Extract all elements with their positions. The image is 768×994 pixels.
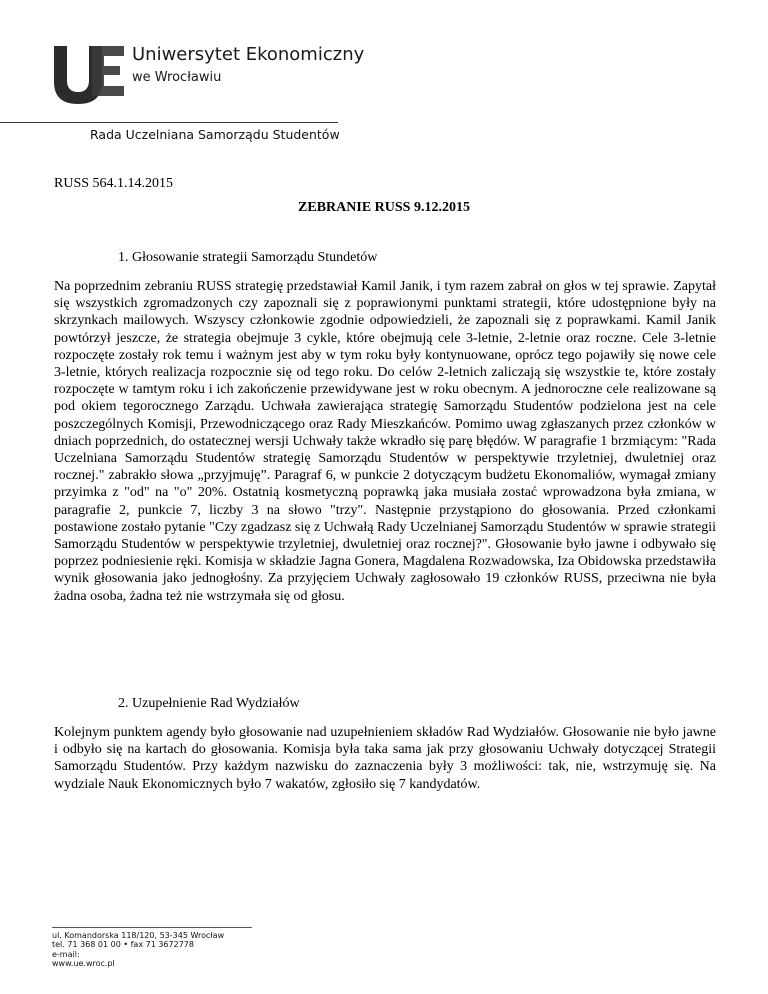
footer-website[interactable]: www.ue.wroc.pl — [52, 959, 115, 969]
footer-divider — [52, 927, 252, 928]
footer-email: e-mail: — [52, 949, 80, 959]
document-title: ZEBRANIE RUSS 9.12.2015 — [298, 200, 470, 215]
section-paragraph-1: Na poprzednim zebraniu RUSS strategię przedstawiał Kamil Janik, i tym razem zabrał on głos w tej sprawie. Zapytał się wszystkich zgromadzonych czy zapoznali się z poprawionymi punktami strategii, które udostępnione były na skrzynkach mailowych. Wszyscy członkowie zgodnie odpowiedzieli, że zapoznali się z poprawkami. Kamil Janik powtórzył jeszcze, że strategia obejmuje 3 cykle, które obejmują cele 3-letnie, 2-letnie oraz roczne. Cele 3-letnie rozpoczęte zostały rok temu i ważnym jest aby w tym roku były kontynuowane, oprócz tego pojawiły się nowe cele 3-letnie, których realizacja rozpocznie się od tego roku. Do celów 2-letnich zaliczają się wszystkie te, które zostały rozpoczęte w tamtym roku i ich zakończenie przewidywane jest w roku obecnym. A jednoroczne cele realizowane są pod okiem tegorocznego Zarządu. Uchwała zawierająca strategię Samorządu Studentów podzielona jest na cele poszczególnych Komisji, Przewodniczącego oraz Rady Mieszkańców. Pomimo uwag zgłaszanych przez członków w dniach poprzednich, do ostatecznej wersji Uchwały także wkradło się parę błędów. W paragrafie 1 brzmiącym: "Rada Uczelniana Samorządu Studentów strategię Samorządu Studentów w perspektywie trzyletniej, dwuletniej oraz rocznej." zabrakło słowa „przyjmuję”. Paragraf 6, w punkcie 2 dotyczącym budżetu Ekonomaliów, wymagał zmiany przyimka z "od" na "o" 20%. Ostatnią kosmetyczną poprawką jaka musiała zostać wprowadzona była zmiana, w paragrafie 2, punkcie 7, liczby 3 na słowo "trzy". Następnie przystąpiono do głosowania. Przed członkami postawione zostało pytanie "Czy zgadzasz się z Uchwałą Rady Uczelnianej Samorządu Studentów w sprawie strategii Samorządu Studentów w perspektywie trzyletniej, dwuletniej oraz rocznej?". Głosowanie było jawne i odbywało się poprzez podniesienie ręki. Komisja w składzie Jagna Gonera, Magdalena Rozwadowska, Iza Obidowska przedstawiła wynik głosowania jako jednogłośny. Za przyjęciem Uchwały zagłosowało 19 członków RUSS, przeciwna nie była żadna osoba, żadna też nie wstrzymała się od głosu. — [54, 279, 716, 604]
ue-logo-icon — [52, 42, 126, 106]
footer-contact — [52, 931, 224, 969]
footer-phone: tel. 71 368 01 00 • fax 71 3672778 — [52, 940, 194, 950]
footer-address: ul. Komandorska 118/120, 53-345 Wrocław — [52, 931, 225, 940]
council-name: Rada Uczelniana Samorządu Studentów — [90, 127, 340, 142]
university-name: Uniwersytet Ekonomiczny — [132, 44, 365, 65]
university-logo — [52, 42, 365, 110]
document-number: RUSS 564.1.14.2015 — [54, 176, 174, 191]
university-city: we Wrocławiu — [132, 70, 222, 85]
section-paragraph-2: Kolejnym punktem agendy było głosowanie nad uzupełnieniem składów Rad Wydziałów. Głosowanie nie było jawne i odbyło się na kartach do głosowania. Komisja była taka sama jak przy głosowaniu Uchwały dotyczącej Strategii Samorządu Studentów. Przy każdym nazwisku do zaznaczenia były 3 możliwości: tak, nie, wstrzymuję się. Na wydziale Nauk Ekonomicznych było 7 wakatów, zgłosiło się 7 kandydatów. — [54, 725, 716, 792]
section-heading-2: 2. Uzupełnienie Rad Wydziałów — [118, 696, 300, 711]
header-divider — [0, 122, 338, 123]
section-heading-1: 1. Głosowanie strategii Samorządu Stundetów — [118, 250, 378, 265]
